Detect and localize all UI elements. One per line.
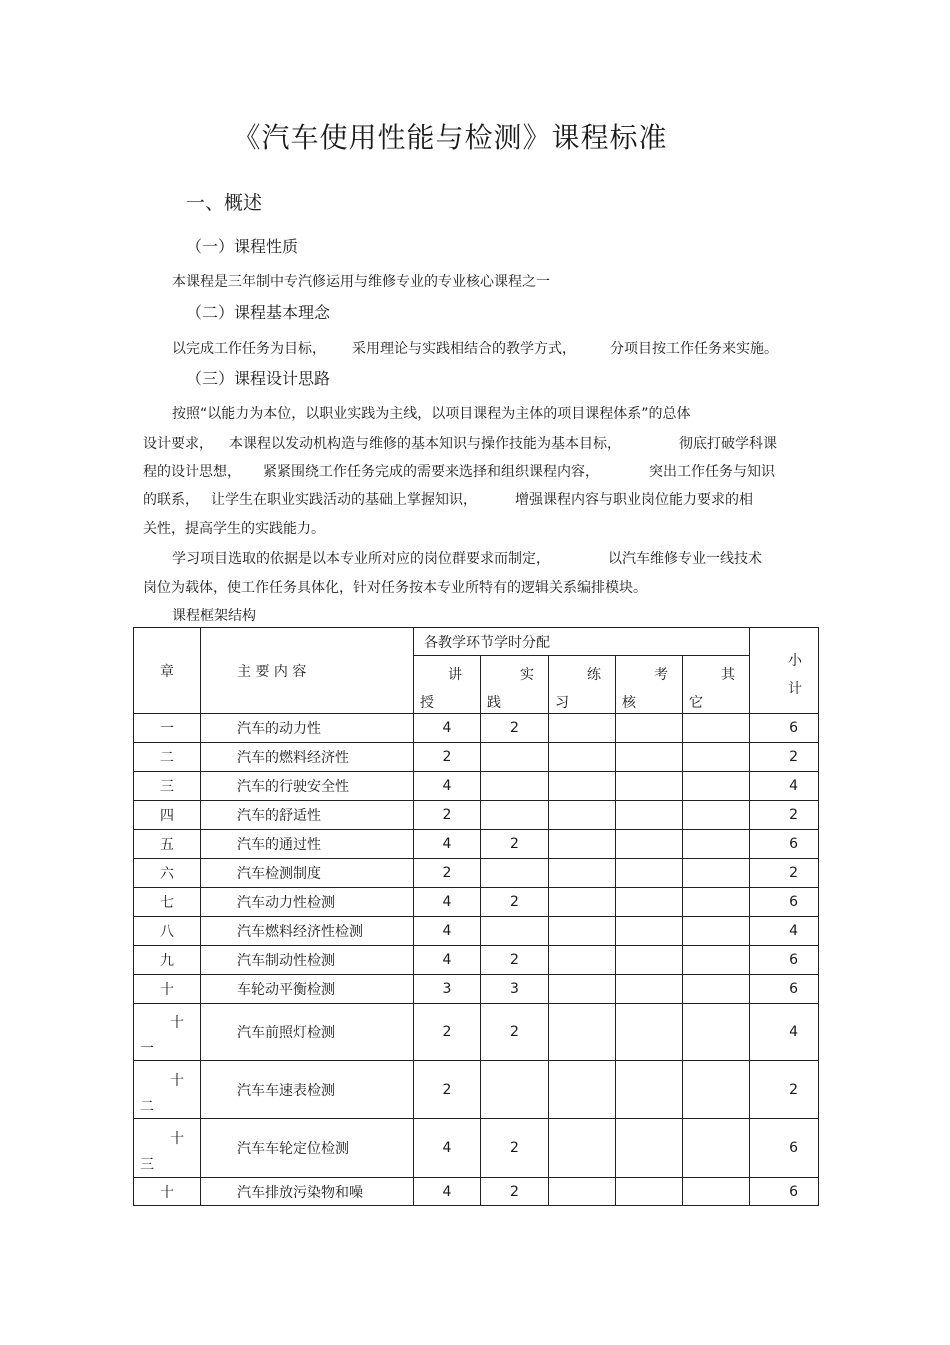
table-row: 十 汽车排放污染物和噪 4 2 6 xyxy=(134,1178,819,1206)
header-practice: 实 践 xyxy=(481,656,549,714)
header-content: 主 要 内 容 xyxy=(201,628,414,714)
table-row: 六 汽车检测制度 2 2 xyxy=(134,859,819,888)
table-row: 十 车轮动平衡检测 3 3 6 xyxy=(134,975,819,1004)
table-row: 三 汽车的行驶安全性 4 4 xyxy=(134,772,819,801)
header-total: 小 计 xyxy=(750,628,819,714)
course-concept-text: 以完成工作任务为目标， 采用理论与实践相结合的教学方式， 分项目按工作任务来实施。 xyxy=(172,341,778,357)
table-row: 一 汽车的动力性 4 2 6 xyxy=(134,714,819,743)
header-other: 其 它 xyxy=(683,656,750,714)
table-row: 十 二 汽车车速表检测 2 2 xyxy=(134,1061,819,1119)
design-line: 的联系， 让学生在职业实践活动的基础上掌握知识， 增强课程内容与职业岗位能力要求的相 xyxy=(143,492,753,508)
table-row: 九 汽车制动性检测 4 2 6 xyxy=(134,946,819,975)
table-row: 八 汽车燃料经济性检测 4 4 xyxy=(134,917,819,946)
design-line: 学习项目选取的依据是以本专业所对应的岗位群要求而制定， 以汽车维修专业一线技术 xyxy=(172,551,762,567)
design-line: 设计要求， 本课程以发动机构造与维修的基本知识与操作技能为基本目标， 彻底打破学科课 xyxy=(143,436,777,452)
header-chapter: 章 xyxy=(134,628,201,714)
header-exercise: 练 习 xyxy=(549,656,616,714)
table-row: 十 一 汽车前照灯检测 2 2 4 xyxy=(134,1004,819,1061)
header-lecture: 讲 授 xyxy=(414,656,481,714)
table-row: 七 汽车动力性检测 4 2 6 xyxy=(134,888,819,917)
header-exam: 考 核 xyxy=(616,656,683,714)
table-row: 四 汽车的舒适性 2 2 xyxy=(134,801,819,830)
design-line: 按照“以能力为本位，以职业实践为主线，以项目课程为主体的项目课程体系”的总体 xyxy=(172,406,691,422)
page-title: 《汽车使用性能与检测》课程标准 xyxy=(232,121,668,154)
table-header-row xyxy=(134,628,819,656)
course-nature-heading: （一）课程性质 xyxy=(186,237,299,256)
table-row: 二 汽车的燃料经济性 2 2 xyxy=(134,743,819,772)
design-idea-heading: （三）课程设计思路 xyxy=(186,369,331,388)
course-concept-heading: （二）课程基本理念 xyxy=(186,303,331,322)
table-row: 五 汽车的通过性 4 2 6 xyxy=(134,830,819,859)
design-line: 程的设计思想， 紧紧围绕工作任务完成的需要来选择和组织课程内容， 突出工作任务与知识 xyxy=(143,464,775,480)
course-nature-text: 本课程是三年制中专汽修运用与维修专业的专业核心课程之一 xyxy=(172,274,550,290)
section-overview-heading: 一、概述 xyxy=(186,192,263,214)
table-row: 十 三 汽车车轮定位检测 4 2 6 xyxy=(134,1119,819,1178)
design-line: 岗位为载体，使工作任务具体化，针对任务按本专业所特有的逻辑关系编排模块。 xyxy=(143,580,647,596)
table-caption: 课程框架结构 xyxy=(172,608,256,624)
course-framework-table xyxy=(133,627,819,1206)
design-line: 关性，提高学生的实践能力。 xyxy=(143,521,325,537)
header-hours-group: 各教学环节学时分配 xyxy=(414,628,750,656)
